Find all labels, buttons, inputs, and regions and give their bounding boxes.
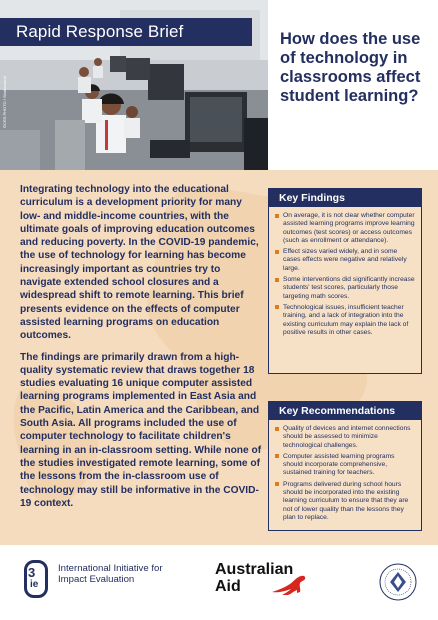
banner-label: Rapid Response Brief (16, 22, 184, 41)
australian-aid-text: Australian Aid (215, 561, 294, 595)
bullet-square-icon (275, 250, 279, 254)
bullet-square-icon (275, 454, 279, 458)
key-recommendations-heading: Key Recommendations (269, 402, 421, 420)
bullet-square-icon (275, 305, 279, 309)
list-item: Computer assisted learning programs should incorporate comprehensive, sustained training for teachers. (275, 453, 415, 478)
3ie-logo-number: 3 (28, 565, 36, 580)
bullet-square-icon (275, 214, 279, 218)
key-findings-list (269, 207, 421, 346)
bullet-square-icon (275, 427, 279, 431)
government-seal-icon (378, 562, 418, 602)
intro-paragraph-1: Integrating technology into the educational curriculum is a development priority for many low- and middle-income countries, with the ultimate goals of improving education outcomes and reducing poverty. In the COVID-19 pandemic, the use of technology for learning has become increasingly important as countries try to navigate extended school closures and a widespread shift to remote learning. This brief presents evidence on the effects of computer assisted learning programs on education outcomes. (20, 184, 259, 342)
list-item: Effect sizes varied widely, and in some cases effects were negative and relatively large. (275, 248, 415, 273)
key-findings-heading: Key Findings (269, 189, 421, 207)
intro-text (20, 183, 262, 518)
3ie-logo-letters: ie (30, 579, 39, 590)
list-item: Some interventions did significantly increase students' test scores, particularly those targeting math scores. (275, 276, 415, 301)
classroom-photo (0, 0, 268, 170)
key-recommendations-list (269, 420, 421, 531)
list-item: Programs delivered during school hours should be incorporated into the existing learning curriculum to ensure that they are not of lower quality than the lessons they plan to replace. (275, 481, 415, 522)
intro-paragraph-2: The findings are primarily drawn from a high-quality systematic review that draws together 18 studies evaluating 16 unique computer assisted learning programs implemented in East Asia and the Pacific, Latin America and the Caribbean, and South Asia. All programs included the use of computer technology to facilitate children's learning in an in-classroom setting. While none of the studies investigated remote learning, some of the lessons from the in-classroom use of technology may still be informative in the COVID-19 context. (20, 351, 262, 509)
3ie-org-name: International Initiative for Impact Evaluation (58, 563, 163, 585)
rapid-response-banner (0, 18, 252, 46)
kangaroo-icon (270, 572, 314, 598)
list-item: Technological issues, insufficient teacher training, and a lack of integration into the existing curriculum may explain the lack of positive results in other cases. (275, 304, 415, 337)
key-findings-box (268, 188, 422, 374)
list-item: Quality of devices and internet connections should be assessed to minimize technological challenges. (275, 425, 415, 450)
photo-credit: ©CRS PHOTO / Shutterstock (2, 75, 7, 128)
bullet-square-icon (275, 482, 279, 486)
list-item: On average, it is not clear whether computer assisted learning programs improve learning outcomes (test scores) or access outcomes (such as enrollment or attendance). (275, 212, 415, 245)
3ie-logo-icon (24, 560, 48, 598)
key-recommendations-box (268, 401, 422, 531)
page-title: How does the use of technology in classrooms affect student learning? (280, 30, 421, 105)
bullet-square-icon (275, 278, 279, 282)
